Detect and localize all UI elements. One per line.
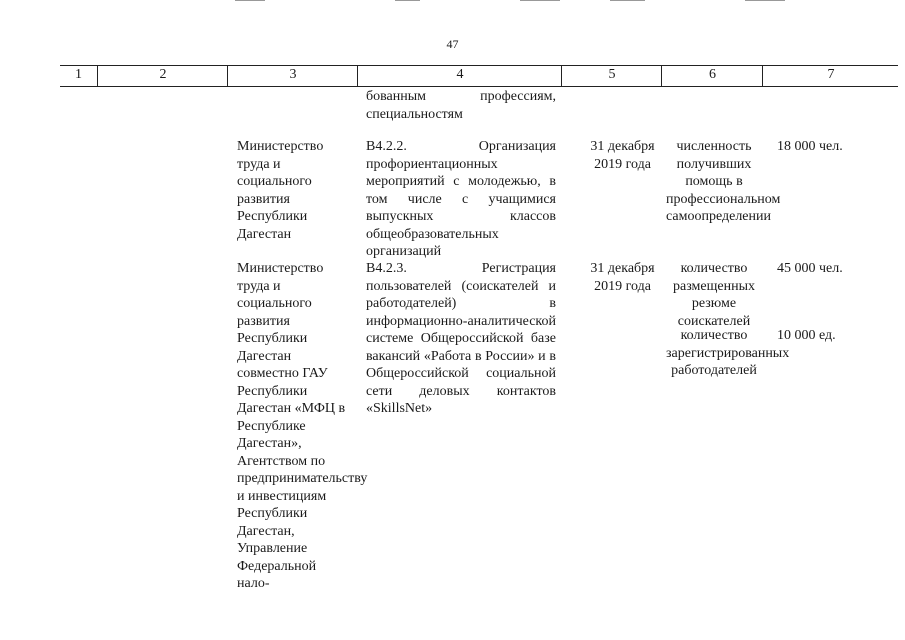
row-indicator-value: 10 000 ед. <box>777 328 836 343</box>
column-header-4: 4 <box>357 65 562 87</box>
row-indicator-name: количество размещенных резюме соискателей <box>672 261 755 329</box>
row-deadline: 31 декабря 2019 года <box>590 261 655 294</box>
measure-continuation: бованным профессиям, специальностям <box>366 89 556 122</box>
scan-mark <box>745 0 785 1</box>
row-executor: Министерство труда и социального развития Республики Дагестан совместно ГАУ Республики Дагестан «МФЦ в Республике Дагестан», Агентством по предпринимательству и инвестициям Республики Дагестан, Управление Федеральной нало- <box>237 261 368 591</box>
column-header-6: 6 <box>661 65 763 87</box>
row-deadline: 31 декабря 2019 года <box>590 139 655 172</box>
row-indicator-name: количество зарегистрированных работодателей <box>666 328 790 378</box>
row-measure: В4.2.2. Организация профориентационных мероприятий с молодежью, в том числе с учащимися выпускных классов общеобразовательных организаций <box>366 139 556 259</box>
scan-mark <box>520 0 560 1</box>
column-header-5: 5 <box>561 65 662 87</box>
row-indicator-value: 18 000 чел. <box>777 139 843 154</box>
page-number: 47 <box>446 37 459 51</box>
column-header-7: 7 <box>762 65 899 87</box>
row-indicator-value: 45 000 чел. <box>777 261 843 276</box>
scan-mark <box>610 0 645 1</box>
row-measure: В4.2.3. Регистрация пользователей (соискателей и работодателей) в информационно-аналитической системе Общероссийской базе вакансий «Работа в России» и в Общероссийской социальной сети деловых контактов «SkillsNet» <box>366 261 556 416</box>
scan-mark <box>395 0 420 1</box>
scan-mark <box>235 0 265 1</box>
column-header-2: 2 <box>97 65 228 87</box>
column-header-1: 1 <box>75 67 82 82</box>
row-indicator-name: численность получивших помощь в профессиональном самоопределении <box>666 139 781 224</box>
column-header-3: 3 <box>227 65 358 87</box>
row-executor: Министерство труда и социального развития Республики Дагестан <box>237 139 324 242</box>
table-header-row <box>60 65 898 87</box>
